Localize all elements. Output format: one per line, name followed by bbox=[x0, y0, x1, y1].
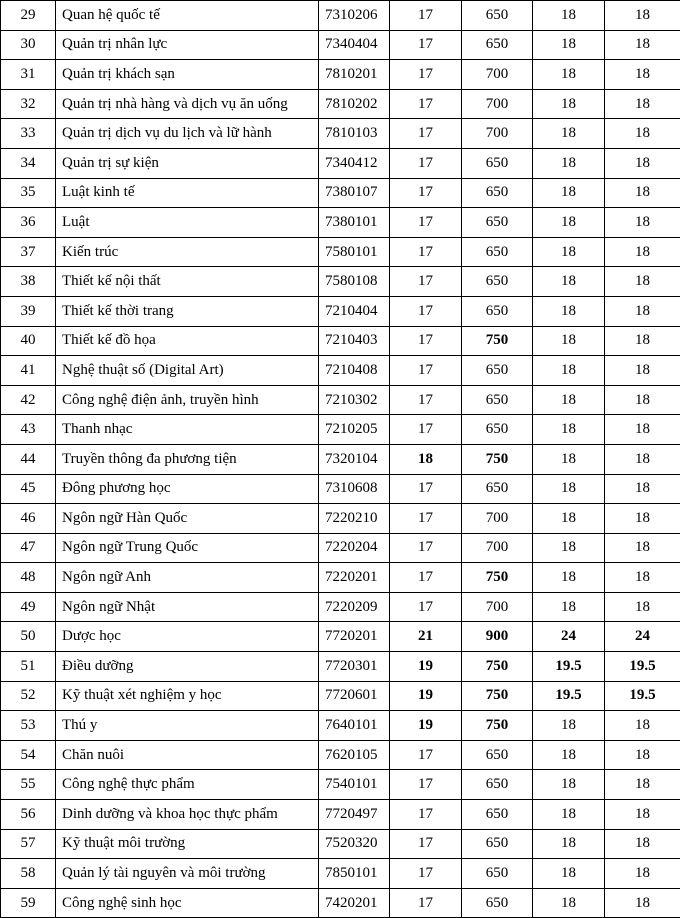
score-col-4: 18 bbox=[605, 800, 680, 830]
major-code: 7580108 bbox=[319, 267, 390, 297]
table-row bbox=[1, 652, 680, 682]
major-name: Quản trị nhà hàng và dịch vụ ăn uống bbox=[56, 89, 319, 119]
score-col-3: 18 bbox=[533, 148, 605, 178]
major-name: Công nghệ thực phẩm bbox=[56, 770, 319, 800]
score-col-4: 18 bbox=[605, 829, 680, 859]
score-col-1: 17 bbox=[390, 178, 462, 208]
row-number: 48 bbox=[1, 563, 56, 593]
table-row bbox=[1, 1, 680, 31]
row-number: 51 bbox=[1, 652, 56, 682]
score-col-3: 18 bbox=[533, 444, 605, 474]
score-col-1: 18 bbox=[390, 444, 462, 474]
score-col-3: 18 bbox=[533, 563, 605, 593]
score-col-2: 650 bbox=[462, 385, 533, 415]
table-row bbox=[1, 267, 680, 297]
score-col-2: 650 bbox=[462, 148, 533, 178]
score-col-2: 650 bbox=[462, 1, 533, 31]
score-col-1: 17 bbox=[390, 859, 462, 889]
score-col-1: 17 bbox=[390, 208, 462, 238]
major-code: 7340412 bbox=[319, 148, 390, 178]
score-col-2: 750 bbox=[462, 326, 533, 356]
score-col-3: 18 bbox=[533, 89, 605, 119]
table-row bbox=[1, 296, 680, 326]
major-code: 7210302 bbox=[319, 385, 390, 415]
score-col-3: 24 bbox=[533, 622, 605, 652]
major-name: Kỹ thuật môi trường bbox=[56, 829, 319, 859]
major-name: Thiết kế nội thất bbox=[56, 267, 319, 297]
score-col-3: 18 bbox=[533, 415, 605, 445]
major-code: 7580101 bbox=[319, 237, 390, 267]
score-col-1: 17 bbox=[390, 119, 462, 149]
score-col-3: 18 bbox=[533, 119, 605, 149]
row-number: 33 bbox=[1, 119, 56, 149]
score-col-4: 18 bbox=[605, 711, 680, 741]
score-col-2: 650 bbox=[462, 800, 533, 830]
score-col-4: 18 bbox=[605, 208, 680, 238]
major-name: Ngôn ngữ Hàn Quốc bbox=[56, 504, 319, 534]
score-col-1: 21 bbox=[390, 622, 462, 652]
major-code: 7420201 bbox=[319, 888, 390, 918]
row-number: 31 bbox=[1, 60, 56, 90]
score-col-3: 18 bbox=[533, 60, 605, 90]
score-col-4: 18 bbox=[605, 326, 680, 356]
major-code: 7640101 bbox=[319, 711, 390, 741]
score-col-3: 18 bbox=[533, 592, 605, 622]
table-row bbox=[1, 30, 680, 60]
score-col-4: 18 bbox=[605, 237, 680, 267]
major-code: 7220209 bbox=[319, 592, 390, 622]
table-body bbox=[1, 1, 680, 918]
major-name: Ngôn ngữ Trung Quốc bbox=[56, 533, 319, 563]
major-code: 7310206 bbox=[319, 1, 390, 31]
row-number: 36 bbox=[1, 208, 56, 238]
table-row bbox=[1, 829, 680, 859]
row-number: 35 bbox=[1, 178, 56, 208]
major-code: 7210404 bbox=[319, 296, 390, 326]
major-name: Dinh dưỡng và khoa học thực phẩm bbox=[56, 800, 319, 830]
score-col-2: 650 bbox=[462, 237, 533, 267]
score-col-3: 18 bbox=[533, 1, 605, 31]
major-code: 7540101 bbox=[319, 770, 390, 800]
row-number: 50 bbox=[1, 622, 56, 652]
row-number: 34 bbox=[1, 148, 56, 178]
score-col-1: 17 bbox=[390, 267, 462, 297]
table-row bbox=[1, 711, 680, 741]
score-col-3: 18 bbox=[533, 208, 605, 238]
row-number: 32 bbox=[1, 89, 56, 119]
score-col-2: 650 bbox=[462, 356, 533, 386]
score-col-4: 18 bbox=[605, 89, 680, 119]
score-col-2: 700 bbox=[462, 89, 533, 119]
table-row bbox=[1, 385, 680, 415]
major-name: Nghệ thuật số (Digital Art) bbox=[56, 356, 319, 386]
major-code: 7720601 bbox=[319, 681, 390, 711]
row-number: 43 bbox=[1, 415, 56, 445]
score-col-2: 700 bbox=[462, 504, 533, 534]
table-row bbox=[1, 356, 680, 386]
table-row bbox=[1, 208, 680, 238]
major-code: 7320104 bbox=[319, 444, 390, 474]
major-code: 7520320 bbox=[319, 829, 390, 859]
score-col-1: 17 bbox=[390, 563, 462, 593]
table-row bbox=[1, 237, 680, 267]
major-name: Dược học bbox=[56, 622, 319, 652]
row-number: 42 bbox=[1, 385, 56, 415]
major-code: 7340404 bbox=[319, 30, 390, 60]
score-col-1: 17 bbox=[390, 326, 462, 356]
score-col-1: 19 bbox=[390, 652, 462, 682]
score-col-4: 18 bbox=[605, 296, 680, 326]
major-code: 7380107 bbox=[319, 178, 390, 208]
major-code: 7810201 bbox=[319, 60, 390, 90]
score-col-3: 18 bbox=[533, 829, 605, 859]
score-col-3: 18 bbox=[533, 888, 605, 918]
score-col-2: 650 bbox=[462, 267, 533, 297]
score-col-2: 700 bbox=[462, 60, 533, 90]
row-number: 40 bbox=[1, 326, 56, 356]
score-col-1: 17 bbox=[390, 829, 462, 859]
score-col-3: 18 bbox=[533, 770, 605, 800]
score-col-2: 650 bbox=[462, 415, 533, 445]
score-col-3: 18 bbox=[533, 474, 605, 504]
score-col-1: 17 bbox=[390, 533, 462, 563]
score-col-1: 17 bbox=[390, 237, 462, 267]
row-number: 39 bbox=[1, 296, 56, 326]
score-col-1: 19 bbox=[390, 711, 462, 741]
major-name: Quan hệ quốc tế bbox=[56, 1, 319, 31]
score-col-3: 18 bbox=[533, 178, 605, 208]
major-code: 7310608 bbox=[319, 474, 390, 504]
score-col-2: 700 bbox=[462, 592, 533, 622]
score-col-2: 650 bbox=[462, 178, 533, 208]
score-col-1: 17 bbox=[390, 296, 462, 326]
major-name: Thanh nhạc bbox=[56, 415, 319, 445]
score-col-4: 19.5 bbox=[605, 652, 680, 682]
major-name: Quản lý tài nguyên và môi trường bbox=[56, 859, 319, 889]
score-col-4: 18 bbox=[605, 592, 680, 622]
row-number: 53 bbox=[1, 711, 56, 741]
major-code: 7210205 bbox=[319, 415, 390, 445]
score-col-4: 18 bbox=[605, 770, 680, 800]
row-number: 56 bbox=[1, 800, 56, 830]
table-row bbox=[1, 888, 680, 918]
major-name: Luật bbox=[56, 208, 319, 238]
row-number: 37 bbox=[1, 237, 56, 267]
score-col-3: 18 bbox=[533, 859, 605, 889]
score-col-1: 17 bbox=[390, 1, 462, 31]
major-name: Công nghệ điện ảnh, truyền hình bbox=[56, 385, 319, 415]
score-col-4: 18 bbox=[605, 178, 680, 208]
score-col-3: 18 bbox=[533, 740, 605, 770]
score-col-4: 18 bbox=[605, 385, 680, 415]
row-number: 30 bbox=[1, 30, 56, 60]
score-col-3: 18 bbox=[533, 800, 605, 830]
major-name: Thiết kế thời trang bbox=[56, 296, 319, 326]
major-name: Ngôn ngữ Anh bbox=[56, 563, 319, 593]
score-col-2: 650 bbox=[462, 859, 533, 889]
major-code: 7380101 bbox=[319, 208, 390, 238]
major-name: Ngôn ngữ Nhật bbox=[56, 592, 319, 622]
score-col-1: 17 bbox=[390, 30, 462, 60]
score-col-4: 18 bbox=[605, 119, 680, 149]
major-code: 7720301 bbox=[319, 652, 390, 682]
score-col-4: 18 bbox=[605, 444, 680, 474]
major-code: 7220201 bbox=[319, 563, 390, 593]
score-col-1: 17 bbox=[390, 385, 462, 415]
major-name: Thú y bbox=[56, 711, 319, 741]
score-col-2: 650 bbox=[462, 474, 533, 504]
score-col-1: 17 bbox=[390, 740, 462, 770]
score-col-4: 18 bbox=[605, 563, 680, 593]
score-col-4: 18 bbox=[605, 740, 680, 770]
score-col-1: 17 bbox=[390, 592, 462, 622]
score-col-3: 19.5 bbox=[533, 652, 605, 682]
table-row bbox=[1, 681, 680, 711]
table-row bbox=[1, 60, 680, 90]
major-name: Truyền thông đa phương tiện bbox=[56, 444, 319, 474]
score-col-4: 18 bbox=[605, 1, 680, 31]
major-name: Luật kinh tế bbox=[56, 178, 319, 208]
score-col-1: 17 bbox=[390, 474, 462, 504]
major-name: Công nghệ sinh học bbox=[56, 888, 319, 918]
score-col-2: 650 bbox=[462, 888, 533, 918]
major-name: Quản trị nhân lực bbox=[56, 30, 319, 60]
row-number: 29 bbox=[1, 1, 56, 31]
score-col-2: 900 bbox=[462, 622, 533, 652]
score-col-4: 18 bbox=[605, 888, 680, 918]
table-row bbox=[1, 800, 680, 830]
table-row bbox=[1, 859, 680, 889]
score-col-4: 24 bbox=[605, 622, 680, 652]
major-code: 7850101 bbox=[319, 859, 390, 889]
row-number: 59 bbox=[1, 888, 56, 918]
score-col-2: 750 bbox=[462, 711, 533, 741]
score-col-3: 18 bbox=[533, 504, 605, 534]
score-col-1: 17 bbox=[390, 148, 462, 178]
score-col-3: 18 bbox=[533, 326, 605, 356]
score-col-2: 750 bbox=[462, 444, 533, 474]
score-col-1: 17 bbox=[390, 888, 462, 918]
table-row bbox=[1, 415, 680, 445]
table-row bbox=[1, 119, 680, 149]
table-row bbox=[1, 474, 680, 504]
score-col-2: 650 bbox=[462, 296, 533, 326]
row-number: 45 bbox=[1, 474, 56, 504]
major-name: Chăn nuôi bbox=[56, 740, 319, 770]
score-col-4: 18 bbox=[605, 148, 680, 178]
row-number: 55 bbox=[1, 770, 56, 800]
table-row bbox=[1, 592, 680, 622]
table-row bbox=[1, 533, 680, 563]
score-col-1: 17 bbox=[390, 800, 462, 830]
score-col-3: 18 bbox=[533, 385, 605, 415]
score-col-4: 18 bbox=[605, 30, 680, 60]
score-col-3: 18 bbox=[533, 296, 605, 326]
table-row bbox=[1, 770, 680, 800]
row-number: 57 bbox=[1, 829, 56, 859]
score-col-4: 19.5 bbox=[605, 681, 680, 711]
score-col-1: 17 bbox=[390, 770, 462, 800]
score-col-3: 18 bbox=[533, 267, 605, 297]
table-row bbox=[1, 178, 680, 208]
table-row bbox=[1, 89, 680, 119]
table-row bbox=[1, 740, 680, 770]
major-code: 7620105 bbox=[319, 740, 390, 770]
score-col-2: 750 bbox=[462, 563, 533, 593]
score-col-3: 18 bbox=[533, 356, 605, 386]
score-col-3: 18 bbox=[533, 711, 605, 741]
score-col-2: 700 bbox=[462, 119, 533, 149]
major-code: 7810202 bbox=[319, 89, 390, 119]
row-number: 41 bbox=[1, 356, 56, 386]
score-col-3: 18 bbox=[533, 533, 605, 563]
major-code: 7720497 bbox=[319, 800, 390, 830]
score-col-1: 19 bbox=[390, 681, 462, 711]
major-name: Quản trị sự kiện bbox=[56, 148, 319, 178]
score-col-3: 19.5 bbox=[533, 681, 605, 711]
table-row bbox=[1, 563, 680, 593]
score-col-1: 17 bbox=[390, 89, 462, 119]
score-col-4: 18 bbox=[605, 474, 680, 504]
row-number: 46 bbox=[1, 504, 56, 534]
score-col-4: 18 bbox=[605, 533, 680, 563]
score-col-2: 650 bbox=[462, 30, 533, 60]
score-col-1: 17 bbox=[390, 60, 462, 90]
row-number: 54 bbox=[1, 740, 56, 770]
table-row bbox=[1, 622, 680, 652]
row-number: 58 bbox=[1, 859, 56, 889]
major-code: 7210408 bbox=[319, 356, 390, 386]
row-number: 47 bbox=[1, 533, 56, 563]
score-col-2: 750 bbox=[462, 652, 533, 682]
major-name: Đông phương học bbox=[56, 474, 319, 504]
score-col-2: 650 bbox=[462, 208, 533, 238]
score-col-3: 18 bbox=[533, 237, 605, 267]
score-col-3: 18 bbox=[533, 30, 605, 60]
table-row bbox=[1, 444, 680, 474]
major-name: Điều dưỡng bbox=[56, 652, 319, 682]
table-row bbox=[1, 504, 680, 534]
major-code: 7210403 bbox=[319, 326, 390, 356]
table-row bbox=[1, 326, 680, 356]
score-col-4: 18 bbox=[605, 504, 680, 534]
score-col-4: 18 bbox=[605, 60, 680, 90]
major-name: Quản trị khách sạn bbox=[56, 60, 319, 90]
row-number: 44 bbox=[1, 444, 56, 474]
score-col-1: 17 bbox=[390, 415, 462, 445]
score-col-2: 750 bbox=[462, 681, 533, 711]
score-col-4: 18 bbox=[605, 356, 680, 386]
table-row bbox=[1, 148, 680, 178]
major-name: Quản trị dịch vụ du lịch và lữ hành bbox=[56, 119, 319, 149]
score-col-2: 700 bbox=[462, 533, 533, 563]
score-col-1: 17 bbox=[390, 504, 462, 534]
score-col-4: 18 bbox=[605, 415, 680, 445]
major-name: Thiết kế đồ họa bbox=[56, 326, 319, 356]
major-code: 7220210 bbox=[319, 504, 390, 534]
score-col-2: 650 bbox=[462, 770, 533, 800]
score-col-2: 650 bbox=[462, 740, 533, 770]
major-name: Kiến trúc bbox=[56, 237, 319, 267]
major-name: Kỹ thuật xét nghiệm y học bbox=[56, 681, 319, 711]
score-col-4: 18 bbox=[605, 267, 680, 297]
score-col-2: 650 bbox=[462, 829, 533, 859]
row-number: 52 bbox=[1, 681, 56, 711]
major-code: 7220204 bbox=[319, 533, 390, 563]
major-code: 7720201 bbox=[319, 622, 390, 652]
major-code: 7810103 bbox=[319, 119, 390, 149]
row-number: 49 bbox=[1, 592, 56, 622]
score-col-4: 18 bbox=[605, 859, 680, 889]
row-number: 38 bbox=[1, 267, 56, 297]
score-col-1: 17 bbox=[390, 356, 462, 386]
